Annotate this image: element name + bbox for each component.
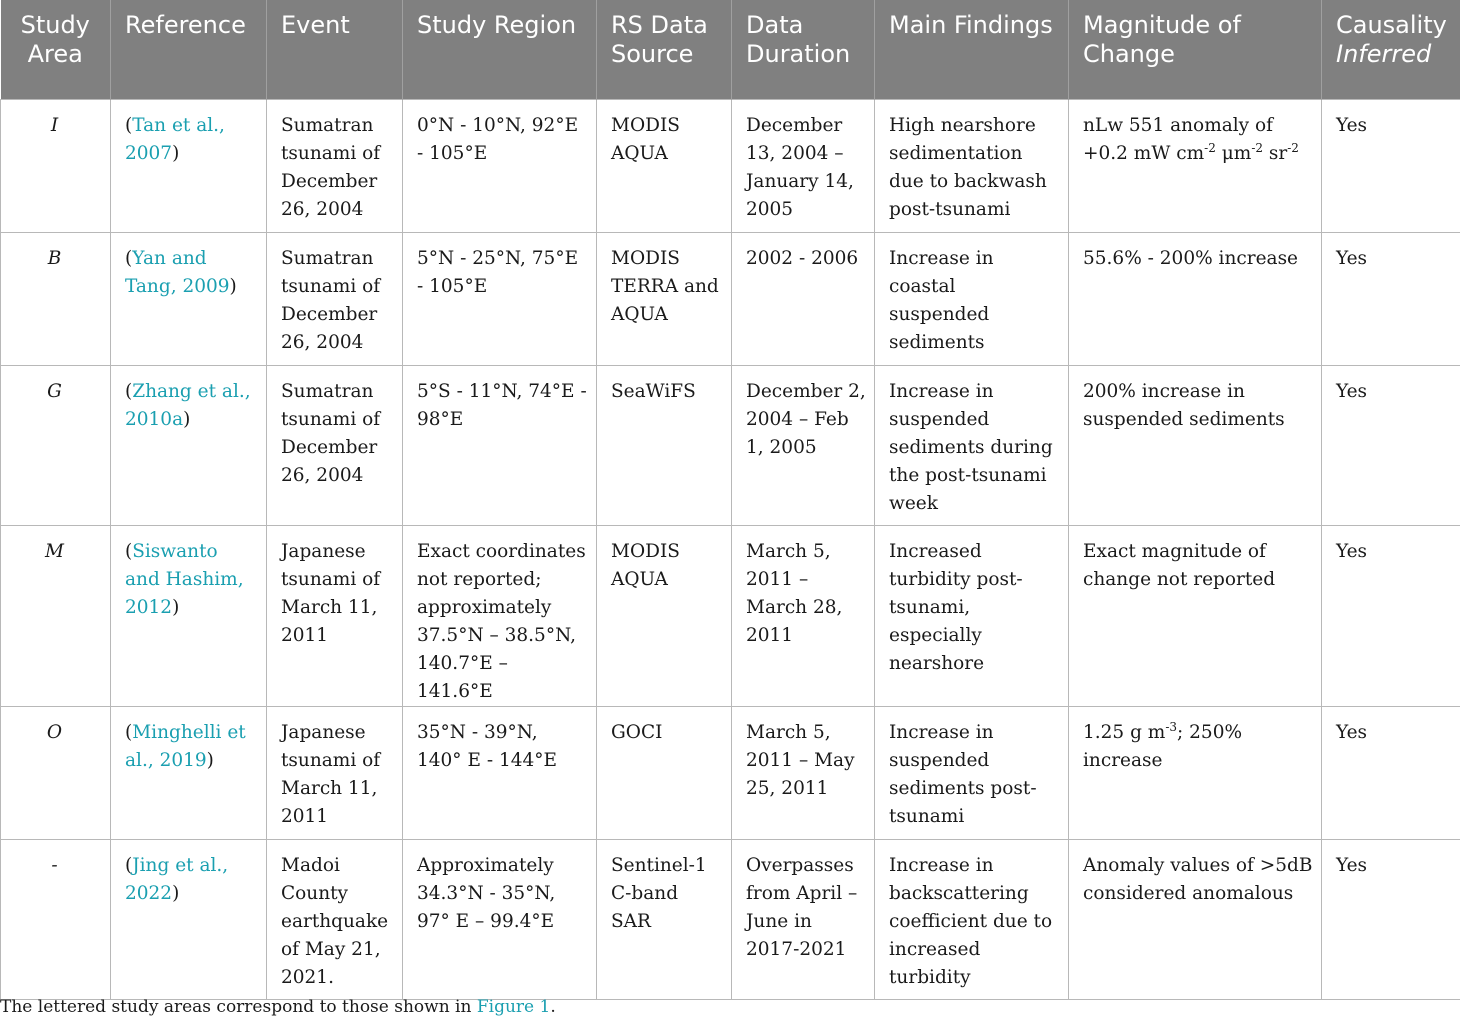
- ref-close: ): [172, 882, 180, 904]
- footnote-text: The lettered study areas correspond to those shown in: [0, 997, 477, 1017]
- cell-study-area: I: [1, 99, 111, 232]
- table-row: [1, 839, 1460, 999]
- footnote-end: .: [550, 997, 556, 1017]
- cell-findings: Increase in backscattering coefficient due to increased turbidity: [875, 839, 1069, 999]
- ref-close: ): [172, 142, 180, 164]
- table-row: [1, 365, 1460, 525]
- cell-magnitude: 200% increase in suspended sediments: [1069, 365, 1322, 525]
- table-row: [1, 232, 1460, 365]
- cell-reference: [111, 365, 267, 525]
- ref-open: (: [125, 540, 133, 562]
- ref-open: (: [125, 247, 133, 269]
- cell-findings: High nearshore sedimentation due to backwash post-tsunami: [875, 99, 1069, 232]
- cell-magnitude: [1069, 706, 1322, 839]
- reference-link[interactable]: Zhang et al., 2010a: [125, 380, 251, 430]
- reference-link[interactable]: Jing et al., 2022: [125, 854, 229, 904]
- magnitude-exponent: -3: [1165, 719, 1178, 734]
- reference-link[interactable]: Siswanto and Hashim, 2012: [125, 540, 244, 618]
- cell-causality: Yes: [1322, 525, 1460, 706]
- cell-study-region: Approximately 34.3°N - 35°N, 97° E – 99.4°E: [403, 839, 597, 999]
- cell-study-area: -: [1, 839, 111, 999]
- magnitude-unit: sr: [1263, 142, 1288, 164]
- header-row: [1, 0, 1460, 99]
- cell-duration: 2002 - 2006: [732, 232, 875, 365]
- header-main-findings: Main Findings: [875, 0, 1069, 99]
- cell-reference: [111, 232, 267, 365]
- cell-study-region: 5°S - 11°N, 74°E - 98°E: [403, 365, 597, 525]
- table-row: [1, 706, 1460, 839]
- reference-link[interactable]: Tan et al., 2007: [125, 114, 225, 164]
- table-footnote: [0, 997, 556, 1017]
- cell-causality: Yes: [1322, 232, 1460, 365]
- header-study-region: Study Region: [403, 0, 597, 99]
- cell-duration: December 13, 2004 – January 14, 2005: [732, 99, 875, 232]
- header-rs-data-source: RS Data Source: [597, 0, 732, 99]
- table-row: [1, 99, 1460, 232]
- ref-close: ): [206, 749, 214, 771]
- cell-reference: [111, 706, 267, 839]
- magnitude-text: nLw 551 anomaly of +0.2 mW cm: [1083, 114, 1273, 164]
- magnitude-text-end: ; 250% increase: [1083, 721, 1243, 771]
- magnitude-unit: μm: [1215, 142, 1252, 164]
- cell-duration: March 5, 2011 – March 28, 2011: [732, 525, 875, 706]
- cell-findings: Increased turbidity post-tsunami, especially nearshore: [875, 525, 1069, 706]
- cell-event: Sumatran tsunami of December 26, 2004: [267, 232, 403, 365]
- magnitude-text: 1.25 g m: [1083, 721, 1166, 743]
- cell-rs-source: SeaWiFS: [597, 365, 732, 525]
- cell-causality: Yes: [1322, 839, 1460, 999]
- cell-reference: [111, 99, 267, 232]
- header-data-duration: Data Duration: [732, 0, 875, 99]
- cell-findings: Increase in suspended sediments post-tsunami: [875, 706, 1069, 839]
- cell-rs-source: Sentinel-1 C-band SAR: [597, 839, 732, 999]
- ref-close: ): [229, 275, 237, 297]
- ref-open: (: [125, 854, 133, 876]
- cell-findings: Increase in coastal suspended sediments: [875, 232, 1069, 365]
- cell-magnitude: [1069, 99, 1322, 232]
- cell-event: Japanese tsunami of March 11, 2011: [267, 706, 403, 839]
- ref-open: (: [125, 114, 133, 136]
- magnitude-exponent: -2: [1204, 140, 1216, 155]
- cell-findings: Increase in suspended sediments during the post-tsunami week: [875, 365, 1069, 525]
- ref-close: ): [183, 408, 191, 430]
- cell-event: Madoi County earthquake of May 21, 2021.: [267, 839, 403, 999]
- cell-duration: December 2, 2004 – Feb 1, 2005: [732, 365, 875, 525]
- cell-rs-source: MODIS TERRA and AQUA: [597, 232, 732, 365]
- header-reference: Reference: [111, 0, 267, 99]
- cell-study-area: G: [1, 365, 111, 525]
- cell-magnitude: Exact magnitude of change not reported: [1069, 525, 1322, 706]
- cell-duration: Overpasses from April – June in 2017-2021: [732, 839, 875, 999]
- header-inferred-label: Inferred: [1336, 40, 1432, 68]
- cell-rs-source: GOCI: [597, 706, 732, 839]
- magnitude-exponent: -2: [1287, 140, 1299, 155]
- cell-magnitude: 55.6% - 200% increase: [1069, 232, 1322, 365]
- cell-event: Japanese tsunami of March 11, 2011: [267, 525, 403, 706]
- cell-rs-source: MODIS AQUA: [597, 525, 732, 706]
- header-causality: [1322, 0, 1460, 99]
- magnitude-exponent: -2: [1251, 140, 1264, 155]
- cell-study-area: B: [1, 232, 111, 365]
- ref-open: (: [125, 721, 133, 743]
- cell-causality: Yes: [1322, 706, 1460, 839]
- cell-magnitude: Anomaly values of >5dB considered anomalous: [1069, 839, 1322, 999]
- cell-causality: Yes: [1322, 99, 1460, 232]
- header-study-area: Study Area: [1, 0, 111, 99]
- cell-study-area: O: [1, 706, 111, 839]
- cell-study-region: Exact coordinates not reported; approximately 37.5°N – 38.5°N, 140.7°E – 141.6°E: [403, 525, 597, 706]
- reference-link[interactable]: Minghelli et al., 2019: [125, 721, 246, 771]
- cell-study-region: 5°N - 25°N, 75°E - 105°E: [403, 232, 597, 365]
- cell-causality: Yes: [1322, 365, 1460, 525]
- header-event: Event: [267, 0, 403, 99]
- cell-study-region: 0°N - 10°N, 92°E - 105°E: [403, 99, 597, 232]
- table-row: [1, 525, 1460, 706]
- cell-study-region: 35°N - 39°N, 140° E - 144°E: [403, 706, 597, 839]
- ref-open: (: [125, 380, 133, 402]
- figure-link[interactable]: Figure 1: [476, 997, 551, 1017]
- ref-close: ): [172, 596, 180, 618]
- cell-duration: March 5, 2011 – May 25, 2011: [732, 706, 875, 839]
- cell-event: Sumatran tsunami of December 26, 2004: [267, 365, 403, 525]
- cell-event: Sumatran tsunami of December 26, 2004: [267, 99, 403, 232]
- cell-study-area: M: [1, 525, 111, 706]
- cell-reference: [111, 525, 267, 706]
- cell-reference: [111, 839, 267, 999]
- header-causality-label: Causality: [1336, 11, 1447, 39]
- reference-link[interactable]: Yan and Tang, 2009: [125, 247, 230, 297]
- header-magnitude: Magnitude of Change: [1069, 0, 1322, 99]
- cell-rs-source: MODIS AQUA: [597, 99, 732, 232]
